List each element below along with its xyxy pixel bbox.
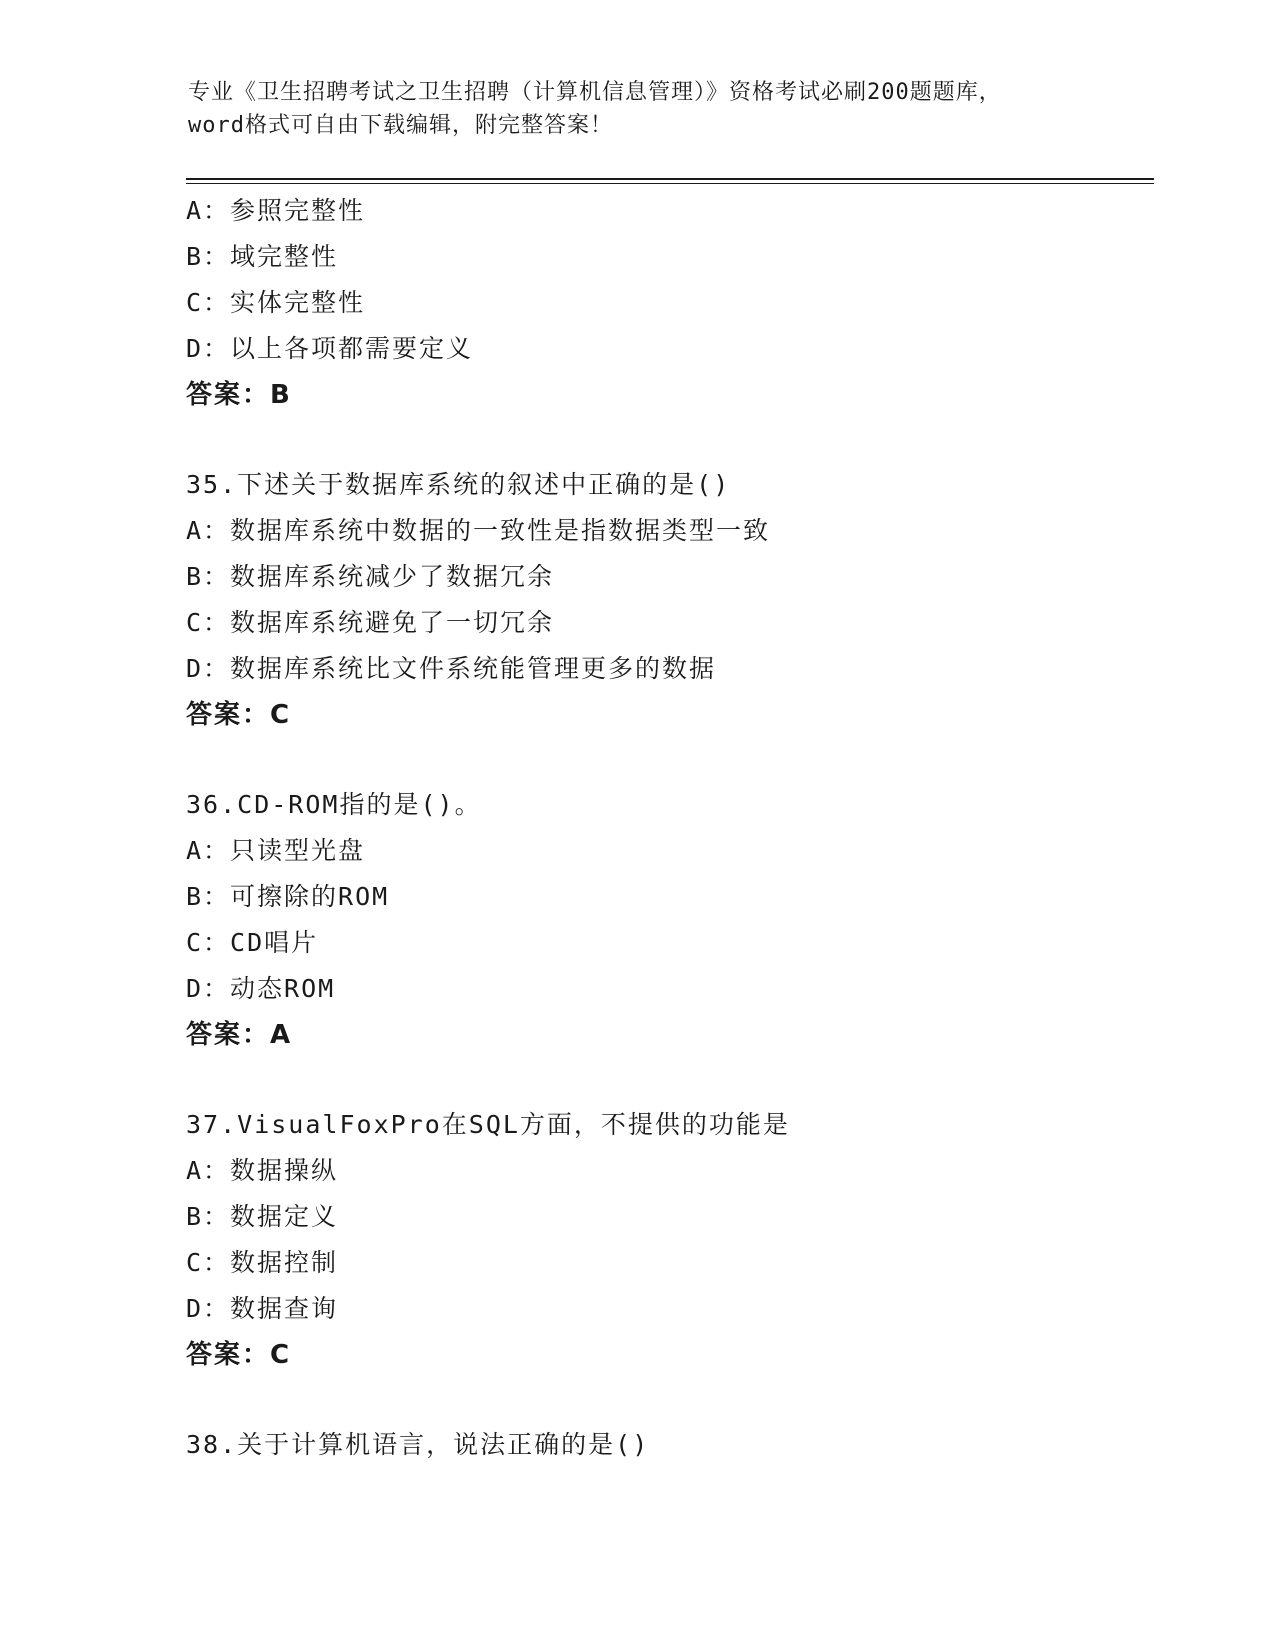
header-divider-thin [186,183,1154,184]
option-a: A：数据库系统中数据的一致性是指数据类型一致 [186,516,771,545]
question-stem: 37.VisualFoxPro在SQL方面，不提供的功能是 [186,1110,790,1139]
question-stem: 38.关于计算机语言，说法正确的是() [186,1430,650,1459]
answer: 答案：C [186,700,292,730]
option-d: D：数据查询 [186,1294,339,1323]
header-line-1: 专业《卫生招聘考试之卫生招聘（计算机信息管理）》资格考试必刷200题题库， [188,80,1002,105]
question-stem: 36.CD-ROM指的是()。 [186,790,482,819]
option-b: B：可擦除的ROM [186,882,390,911]
header-divider [186,178,1154,180]
document-header [188,76,1088,142]
question-34-continued [186,188,1146,418]
answer: 答案：C [186,1340,292,1370]
option-c: C：数据库系统避免了一切冗余 [186,608,555,637]
option-d: D：以上各项都需要定义 [186,334,474,363]
question-35 [186,462,1146,738]
question-36 [186,782,1146,1058]
option-b: B：数据库系统减少了数据冗余 [186,562,555,591]
option-a: A：只读型光盘 [186,836,366,865]
option-c: C：数据控制 [186,1248,339,1277]
question-list [186,188,1146,1468]
option-c: C：实体完整性 [186,288,366,317]
answer: 答案：A [186,1020,293,1050]
option-b: B：数据定义 [186,1202,339,1231]
option-c: C：CD唱片 [186,928,319,957]
option-d: D：动态ROM [186,974,336,1003]
question-stem: 35.下述关于数据库系统的叙述中正确的是() [186,470,731,499]
option-a: A：参照完整性 [186,196,366,225]
option-d: D：数据库系统比文件系统能管理更多的数据 [186,654,717,683]
question-37 [186,1102,1146,1378]
answer: 答案：B [186,380,292,410]
question-38 [186,1422,1146,1468]
option-a: A：数据操纵 [186,1156,339,1185]
header-line-2: word格式可自由下载编辑，附完整答案！ [188,113,613,138]
option-b: B：域完整性 [186,242,339,271]
